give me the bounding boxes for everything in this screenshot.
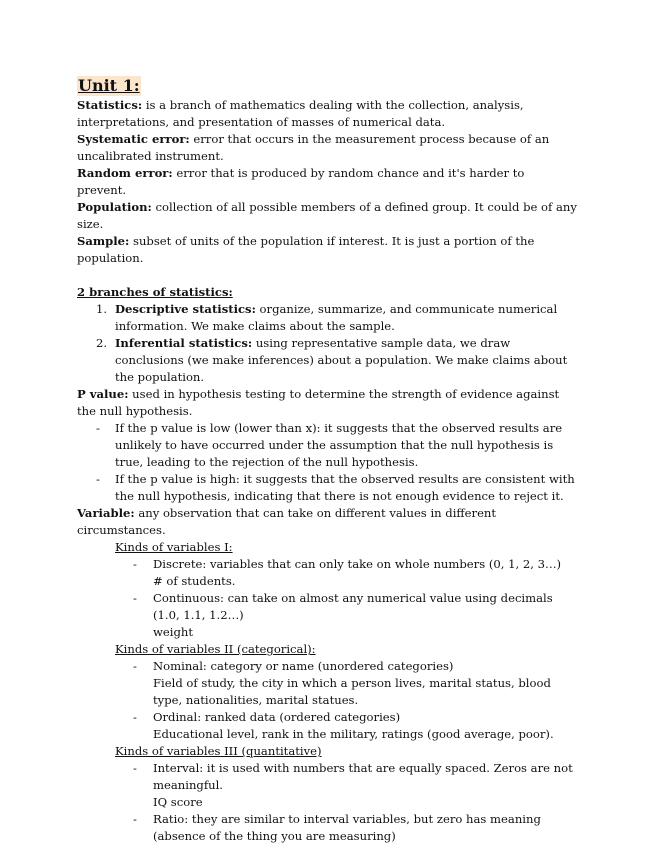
definition-text: is a branch of mathematics dealing with the collection, analysis, interpretations, and presentation of masses of numerical data.	[77, 98, 524, 129]
branch-item	[77, 335, 577, 386]
kind-example: # of students.	[153, 574, 236, 588]
variable-kinds	[77, 539, 577, 845]
list-number: 1.	[96, 302, 108, 316]
p-value-bullets	[77, 420, 577, 505]
definition-text: any observation that can take on different values in different circumstances.	[77, 506, 497, 537]
kind-text: Ratio: they are similar to interval variables, but zero has meaning (absence of the thing you are measuring)	[153, 812, 541, 843]
kind-text: Nominal: category or name (unordered categories)	[153, 659, 454, 673]
kind-example: weight	[153, 625, 194, 639]
definition-population	[77, 199, 577, 233]
bullet-dash: -	[133, 557, 137, 571]
kind-item	[115, 811, 577, 845]
page-title: Unit 1:	[78, 76, 140, 95]
bullet-dash: -	[133, 710, 137, 724]
kind-item	[115, 590, 577, 641]
definition-term: Systematic error:	[77, 132, 190, 146]
definition-statistics	[77, 97, 577, 131]
kind-text: Discrete: variables that can only take on whole numbers (0, 1, 2, 3…)	[153, 557, 562, 571]
kinds-heading: Kinds of variables II (categorical):	[115, 642, 316, 656]
kind-text: Interval: it is used with numbers that are equally spaced. Zeros are not meaningful.	[153, 761, 573, 792]
bullet-dash: -	[96, 421, 100, 435]
definition-text: subset of units of the population if interest. It is just a portion of the population.	[77, 234, 535, 265]
bullet-text: If the p value is low (lower than x): it suggests that the observed results are unlikely to have occurred under the assumption that the null hypothesis is true, leading to the rejection of the null hypothesis.	[115, 421, 563, 469]
kind-example: Field of study, the city in which a person lives, marital status, blood type, nationalities, marital statues.	[153, 676, 551, 707]
kind-example: IQ score	[153, 795, 203, 809]
branch-text: organize, summarize, and communicate numerical information. We make claims about the sample.	[115, 302, 558, 333]
definition-text: used in hypothesis testing to determine the strength of evidence against the null hypothesis.	[77, 387, 560, 418]
definition-variable	[77, 505, 577, 539]
spacer	[77, 267, 577, 284]
kind-text: Continuous: can take on almost any numerical value using decimals (1.0, 1.1, 1.2…)	[153, 591, 553, 622]
bullet-dash: -	[133, 812, 137, 826]
branches-list	[77, 301, 577, 386]
definition-term: Random error:	[77, 166, 173, 180]
kind-text: Ordinal: ranked data (ordered categories)	[153, 710, 401, 724]
branch-text: using representative sample data, we draw conclusions (we make inferences) about a population. We make claims about the population.	[115, 336, 568, 384]
bullet-item	[77, 420, 577, 471]
definition-p-value	[77, 386, 577, 420]
definition-sample	[77, 233, 577, 267]
kind-item	[115, 658, 577, 709]
bullet-dash: -	[133, 761, 137, 775]
branch-item	[77, 301, 577, 335]
document-page	[77, 76, 577, 845]
kind-item	[115, 709, 577, 743]
bullet-dash: -	[133, 591, 137, 605]
definition-text: error that occurs in the measurement process because of an uncalibrated instrument.	[77, 132, 550, 163]
branch-term: Descriptive statistics:	[115, 302, 256, 316]
definition-term: P value:	[77, 387, 129, 401]
definitions-list	[77, 97, 577, 267]
definition-term: Sample:	[77, 234, 130, 248]
branches-heading: 2 branches of statistics:	[77, 285, 233, 299]
definition-text: error that is produced by random chance and it's harder to prevent.	[77, 166, 525, 197]
definition-term: Statistics:	[77, 98, 143, 112]
kinds-heading: Kinds of variables III (quantitative)	[115, 744, 322, 758]
definition-text: collection of all possible members of a defined group. It could be of any size.	[77, 200, 577, 231]
list-number: 2.	[96, 336, 108, 350]
kind-item	[115, 556, 577, 590]
bullet-dash: -	[133, 659, 137, 673]
kinds-heading: Kinds of variables I:	[115, 540, 233, 554]
definition-systematic-error	[77, 131, 577, 165]
bullet-text: If the p value is high: it suggests that the observed results are consistent with the null hypothesis, indicating that there is not enough evidence to reject it.	[115, 472, 575, 503]
kind-item	[115, 760, 577, 811]
bullet-dash: -	[96, 472, 100, 486]
branch-term: Inferential statistics:	[115, 336, 253, 350]
definition-term: Population:	[77, 200, 152, 214]
definition-random-error	[77, 165, 577, 199]
kind-example: Educational level, rank in the military, ratings (good average, poor).	[153, 727, 554, 741]
definition-term: Variable:	[77, 506, 135, 520]
bullet-item	[77, 471, 577, 505]
